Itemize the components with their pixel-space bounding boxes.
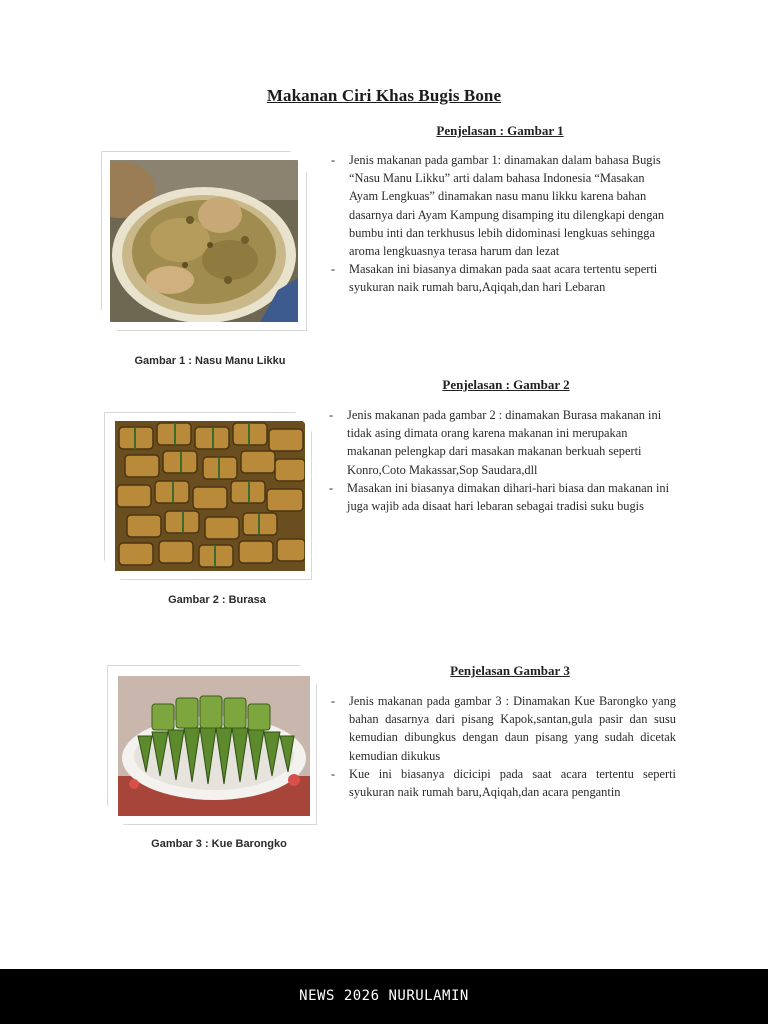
burasa-image (104, 412, 312, 580)
figure-1-caption: Gambar 1 : Nasu Manu Likku (134, 355, 286, 367)
footer-bar (0, 969, 768, 1024)
section-3-bullet-2: - Kue ini biasanya dicicipi pada saat acara tertentu seperti syukuran naik rumah baru,Aqiqah,dan acara pengantin (331, 765, 676, 801)
kue-barongko-image (107, 665, 317, 825)
section-3-bullet-1: - Jenis makanan pada gambar 3 : Dinamakan Kue Barongko yang bahan dasarnya dari pisang Kapok,santan,gula pasir dan susu kemudian dibungkus dengan daun pisang yang sudah dicetak kemudian dikukus (331, 692, 676, 765)
footer-text: NEWS 2026 NURULAMIN (299, 988, 469, 1004)
nasu-manu-likku-photo (110, 160, 298, 322)
section-2-heading: Penjelasan : Gambar 2 (442, 377, 570, 392)
section-1-heading: Penjelasan : Gambar 1 (436, 123, 564, 138)
figure-3-caption: Gambar 3 : Kue Barongko (151, 838, 287, 850)
kue-barongko-photo (118, 676, 310, 816)
section-1-bullet-2: - Masakan ini biasanya dimakan pada saat acara tertentu seperti syukuran naik rumah baru,Aqiqah,dan hari Lebaran (331, 260, 671, 296)
page-title: Makanan Ciri Khas Bugis Bone (266, 86, 502, 105)
nasu-manu-likku-image (101, 151, 307, 331)
figure-2-caption: Gambar 2 : Burasa (168, 594, 266, 606)
section-3-bullets (331, 692, 676, 801)
section-2-bullet-2: - Masakan ini biasanya dimakan dihari-hari biasa dan makanan ini juga wajib ada disaat hari lebaran sebagai tradisi suku bugis (329, 479, 674, 515)
section-3-heading: Penjelasan Gambar 3 (450, 663, 570, 678)
section-2-bullet-1: - Jenis makanan pada gambar 2 : dinamakan Burasa makanan ini tidak asing dimata orang karena makanan ini merupakan makanan pelengkap dari masakan makanan berkuah seperti Konro,Coto Makassar,Sop Saudara,dll (329, 406, 674, 479)
section-1-bullet-1: - Jenis makanan pada gambar 1: dinamakan dalam bahasa Bugis “Nasu Manu Likku” arti dalam bahasa Indonesia “Masakan Ayam Lengkuas” dinamakan nasu manu likku karena bahan dasarnya dari Ayam Kampung disamping itu dilengkapi dengan bumbu inti dan terkhusus lebih didominasi lengkuas sehingga aroma lengkuasnya terasa harum dan lezat (331, 151, 671, 260)
burasa-photo (115, 421, 305, 571)
section-2-bullets (329, 406, 674, 515)
section-1-bullets (331, 151, 671, 297)
